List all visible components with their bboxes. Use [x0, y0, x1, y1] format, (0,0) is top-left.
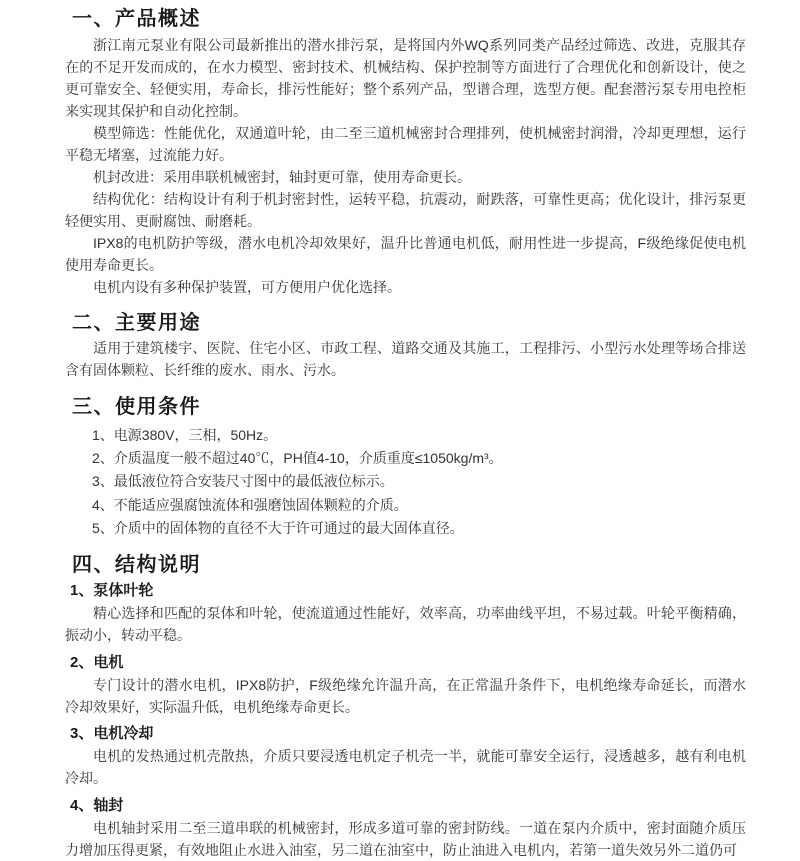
- subsection-motor-cooling: [65, 723, 746, 789]
- section-2-title: 二、主要用途: [72, 312, 201, 334]
- main-uses-paragraph: 适用于建筑楼宇、医院、住宅小区、市政工程、道路交通及其施工，工程排污、小型污水处理等场合排送含有固体颗粒、长纤维的废水、雨水、污水。: [65, 340, 746, 378]
- condition-item-4: 4、不能适应强腐蚀流体和强磨蚀固体颗粒的介质。: [92, 496, 408, 513]
- subsection-motor: [65, 652, 746, 718]
- section-usage-conditions: [65, 394, 746, 540]
- section-4-title: 四、结构说明: [72, 554, 201, 577]
- overview-paragraph-ipx8: IPX8的电机防护等级，潜水电机冷却效果好，温升比普通电机低，耐用性进一步提高，F级绝缘促使电机使用寿命更长。: [65, 235, 746, 273]
- subsection-2-title: 2、电机: [70, 654, 124, 672]
- usage-conditions-list: [92, 424, 746, 540]
- overview-paragraph-seal-improvement: 机封改进：采用串联机械密封，轴封更可靠，使用寿命更长。: [93, 169, 471, 185]
- overview-paragraph-intro: 浙江南元泵业有限公司最新推出的潜水排污泵，是将国内外WQ系列同类产品经过筛选、改进，克服其存在的不足开发而成的，在水力模型、密封技术、机械结构、保护控制等方面进行了合理优化和创新设计，使之更可靠安全、轻便实用，寿命长，排污性能好；整个系列产品，型谱合理，选型方便。配套潜污泵专用电控柜来实现其保护和自动化控制。: [65, 37, 746, 119]
- section-1-title: 一、产品概述: [72, 8, 201, 30]
- subsection-3-body: 电机的发热通过机壳散热，介质只要浸透电机定子机壳一半，就能可靠安全运行，浸透越多，越有利电机冷却。: [65, 748, 746, 787]
- subsection-1-body: 精心选择和匹配的泵体和叶轮，使流道通过性能好，效率高，功率曲线平坦，不易过载。叶轮平衡精确，振动小，转动平稳。: [65, 605, 746, 644]
- section-3-title: 三、使用条件: [72, 396, 201, 418]
- condition-item-1: 1、电源380V，三相，50Hz。: [92, 427, 278, 443]
- subsection-3-title: 3、电机冷却: [70, 725, 154, 743]
- condition-item-5: 5、介质中的固体物的直径不大于许可通过的最大固体直径。: [92, 519, 464, 536]
- condition-item-2: 2、介质温度一般不超过40℃，PH值4-10，介质重度≤1050kg/m³。: [92, 450, 503, 467]
- section-product-overview: [65, 6, 746, 298]
- section-structure-description: [65, 552, 746, 861]
- overview-paragraph-model-selection: 模型筛选：性能优化，双通道叶轮，由二至三道机械密封合理排列，使机械密封润滑，冷却更理想，运行平稳无堵塞，过流能力好。: [65, 125, 746, 163]
- subsection-2-body: 专门设计的潜水电机，IPX8防护，F级绝缘允许温升高，在正常温升条件下，电机绝缘寿命延长，而潜水冷却效果好，实际温升低，电机绝缘寿命更长。: [65, 677, 746, 716]
- section-main-uses: [65, 310, 746, 381]
- subsection-1-title: 1、泵体叶轮: [70, 582, 154, 600]
- condition-item-3: 3、最低液位符合安装尺寸图中的最低液位标示。: [92, 473, 394, 490]
- overview-paragraph-structure-optimization: 结构优化：结构设计有利于机封密封性，运转平稳，抗震动，耐跌落，可靠性更高；优化设计，排污泵更轻便实用、更耐腐蚀、耐磨耗。: [65, 191, 746, 229]
- subsection-shaft-seal: [65, 795, 746, 861]
- subsection-pump-body-impeller: [65, 580, 746, 646]
- subsection-4-title: 4、轴封: [70, 797, 124, 815]
- subsection-4-body: 电机轴封采用二至三道串联的机械密封，形成多道可靠的密封防线。一道在泵内介质中，密封面随介质压力增加压得更紧，有效地阻止水进入油室，另二道在油室中，防止油进入电机内，若第一道失效另外二道仍可: [65, 820, 746, 859]
- overview-paragraph-protection-devices: 电机内设有多种保护装置，可方便用户优化选择。: [93, 279, 401, 295]
